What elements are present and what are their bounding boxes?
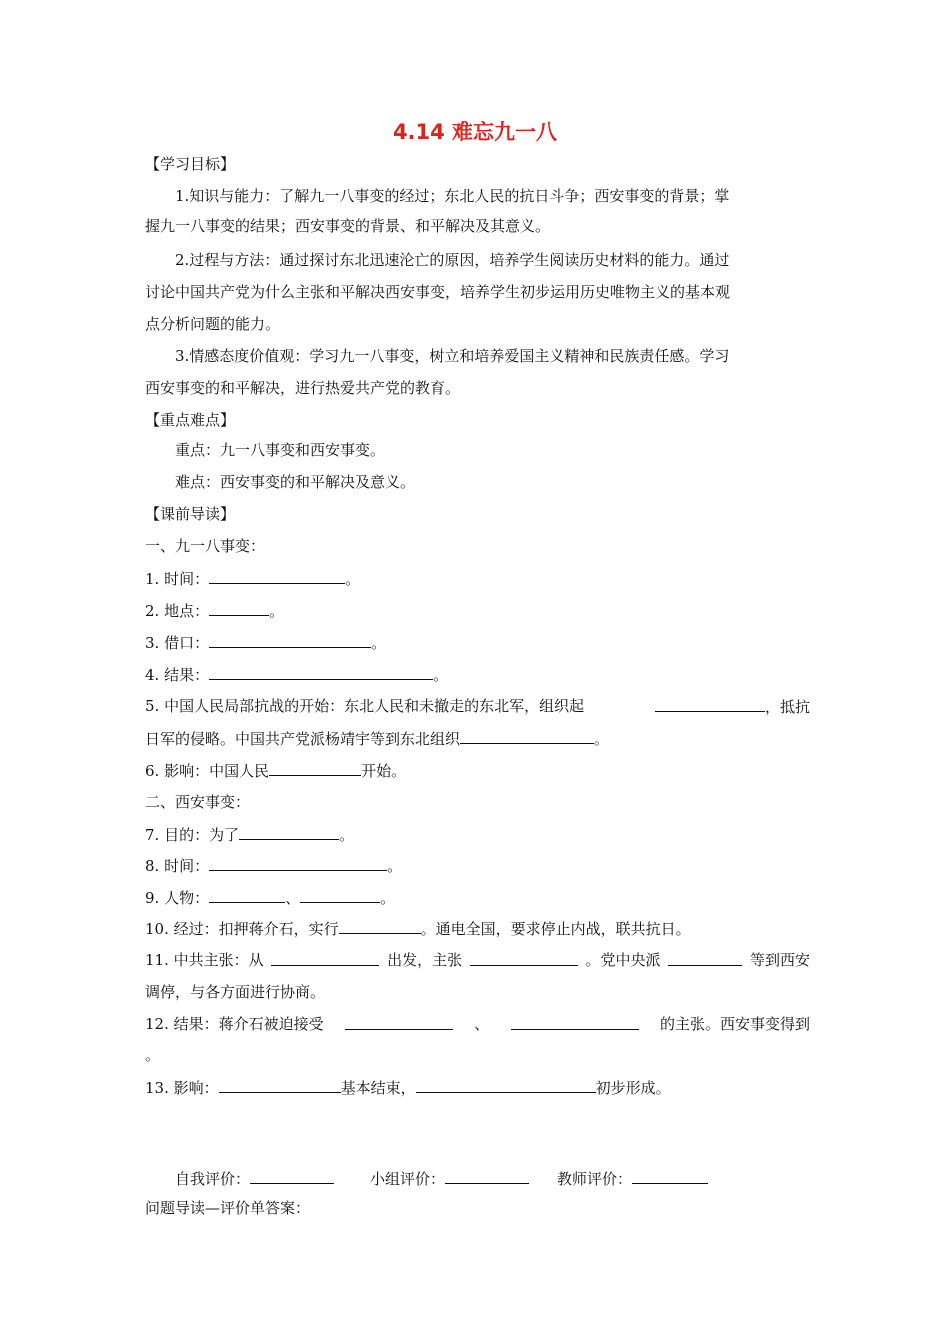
q5-text-d: 。: [594, 730, 610, 748]
question-2: [145, 600, 284, 621]
q13-blank-1[interactable]: [219, 1077, 341, 1093]
q1-label: 1. 时间：: [145, 570, 210, 588]
teacher-eval-blank[interactable]: [632, 1168, 708, 1184]
q11-text-a: 11. 中共主张：从: [145, 951, 264, 969]
q9-end: 。: [380, 889, 396, 907]
key-points-header: 【重点难点】: [145, 411, 236, 429]
q6-text-b: 开始。: [361, 762, 407, 780]
part1-heading: 一、九一八事变：: [145, 537, 266, 555]
q13-text-b: 基本结束，: [340, 1079, 416, 1097]
q12-text-c: 的主张。西安事变得到: [659, 1015, 810, 1033]
q5-blank-1[interactable]: [655, 696, 765, 712]
q6-text-a: 6. 影响：中国人民: [145, 762, 270, 780]
page-title: 4.14 难忘九一八: [392, 120, 558, 144]
q4-end: 。: [433, 666, 449, 684]
q5-text-c: 日军的侵略。中国共产党派杨靖宇等到东北组织: [145, 730, 461, 748]
q3-blank[interactable]: [209, 632, 371, 648]
question-4: [145, 664, 448, 685]
key-point: 重点：九一八事变和西安事变。: [175, 441, 386, 459]
q5-text-b: ，抵抗: [764, 698, 810, 716]
self-eval-label: 自我评价：: [175, 1170, 251, 1188]
q10-text-a: 10. 经过：扣押蒋介石，实行: [145, 920, 339, 938]
question-12-line-1: [145, 1014, 810, 1034]
q3-label: 3. 借口：: [145, 634, 210, 652]
q11-text-d: 等到西安: [749, 951, 810, 969]
q11-text-b: 出发，主张: [387, 951, 463, 969]
goal-3-line-1: 3.情感态度价值观：学习九一八事变，树立和培养爱国主义精神和民族责任感。学习: [175, 347, 730, 365]
q9-sep: 、: [285, 889, 301, 907]
q5-text-a: 5. 中国人民局部抗战的开始：东北人民和未撤走的东北军，组织起: [145, 697, 585, 715]
part2-heading: 二、西安事变：: [145, 793, 251, 811]
q7-blank[interactable]: [239, 824, 339, 840]
q13-text-a: 13. 影响：: [145, 1079, 219, 1097]
question-10: [145, 918, 691, 939]
difficult-point: 难点：西安事变的和平解决及意义。: [175, 473, 416, 491]
q3-end: 。: [371, 634, 387, 652]
q4-label: 4. 结果：: [145, 666, 210, 684]
q11-blank-1[interactable]: [271, 950, 379, 966]
q9-blank-2[interactable]: [300, 887, 380, 903]
q12-blank-2[interactable]: [511, 1014, 639, 1030]
question-11-line-1: [145, 950, 810, 970]
evaluation-row: [175, 1168, 708, 1189]
group-eval-blank[interactable]: [445, 1168, 529, 1184]
q5-blank-2[interactable]: [460, 728, 594, 744]
question-5-line-2: [145, 728, 609, 749]
question-1: [145, 568, 360, 589]
q8-label: 8. 时间：: [145, 857, 210, 875]
question-11-line-2: 调停，与各方面进行协商。: [145, 983, 326, 1001]
q9-label: 9. 人物：: [145, 889, 210, 907]
q12-text-a: 12. 结果：蒋介石被迫接受: [145, 1015, 324, 1033]
q4-blank[interactable]: [209, 664, 433, 680]
goal-1-line-1: 1.知识与能力：了解九一八事变的经过；东北人民的抗日斗争；西安事变的背景；掌: [175, 187, 730, 205]
group-eval-label: 小组评价：: [370, 1170, 446, 1188]
q7-label: 7. 目的：为了: [145, 826, 240, 844]
q9-blank-1[interactable]: [209, 887, 285, 903]
q8-blank[interactable]: [209, 855, 387, 871]
q11-blank-3[interactable]: [668, 950, 742, 966]
q2-label: 2. 地点：: [145, 602, 210, 620]
answers-heading: 问题导读—评价单答案：: [145, 1199, 311, 1217]
question-9: [145, 887, 395, 908]
q12-text-b: 、: [474, 1015, 490, 1033]
q11-blank-2[interactable]: [470, 950, 578, 966]
goal-3-line-2: 西安事变的和平解决，进行热爱共产党的教育。: [145, 379, 461, 397]
question-5-line-1: [145, 696, 810, 717]
q10-text-b: 。通电全国，要求停止内战，联共抗日。: [420, 920, 691, 938]
goal-1-line-2: 握九一八事变的结果；西安事变的背景、和平解决及其意义。: [145, 217, 551, 235]
goal-2-line-2: 讨论中国共产党为什么主张和平解决西安事变，培养学生初步运用历史唯物主义的基本观: [145, 283, 731, 301]
q6-blank[interactable]: [269, 760, 361, 776]
question-6: [145, 760, 406, 781]
question-3: [145, 632, 386, 653]
question-7: [145, 824, 354, 845]
guide-header: 【课前导读】: [145, 505, 236, 523]
q12-blank-1[interactable]: [345, 1014, 453, 1030]
goals-header: 【学习目标】: [145, 155, 236, 173]
q7-end: 。: [339, 826, 355, 844]
q8-end: 。: [387, 857, 403, 875]
q2-blank[interactable]: [209, 600, 269, 616]
q2-end: 。: [269, 602, 285, 620]
goal-2-line-1: 2.过程与方法：通过探讨东北迅速沦亡的原因，培养学生阅读历史材料的能力。通过: [175, 251, 730, 269]
q11-text-c: 。党中央派: [585, 951, 661, 969]
question-12-line-2: 。: [145, 1046, 161, 1064]
q1-blank[interactable]: [209, 568, 345, 584]
q13-text-c: 初步形成。: [595, 1079, 671, 1097]
q13-blank-2[interactable]: [416, 1077, 596, 1093]
q10-blank[interactable]: [339, 918, 421, 934]
teacher-eval-label: 教师评价：: [557, 1170, 633, 1188]
q1-end: 。: [345, 570, 361, 588]
question-13: [145, 1077, 671, 1098]
self-eval-blank[interactable]: [250, 1168, 334, 1184]
question-8: [145, 855, 402, 876]
goal-2-line-3: 点分析问题的能力。: [145, 315, 281, 333]
